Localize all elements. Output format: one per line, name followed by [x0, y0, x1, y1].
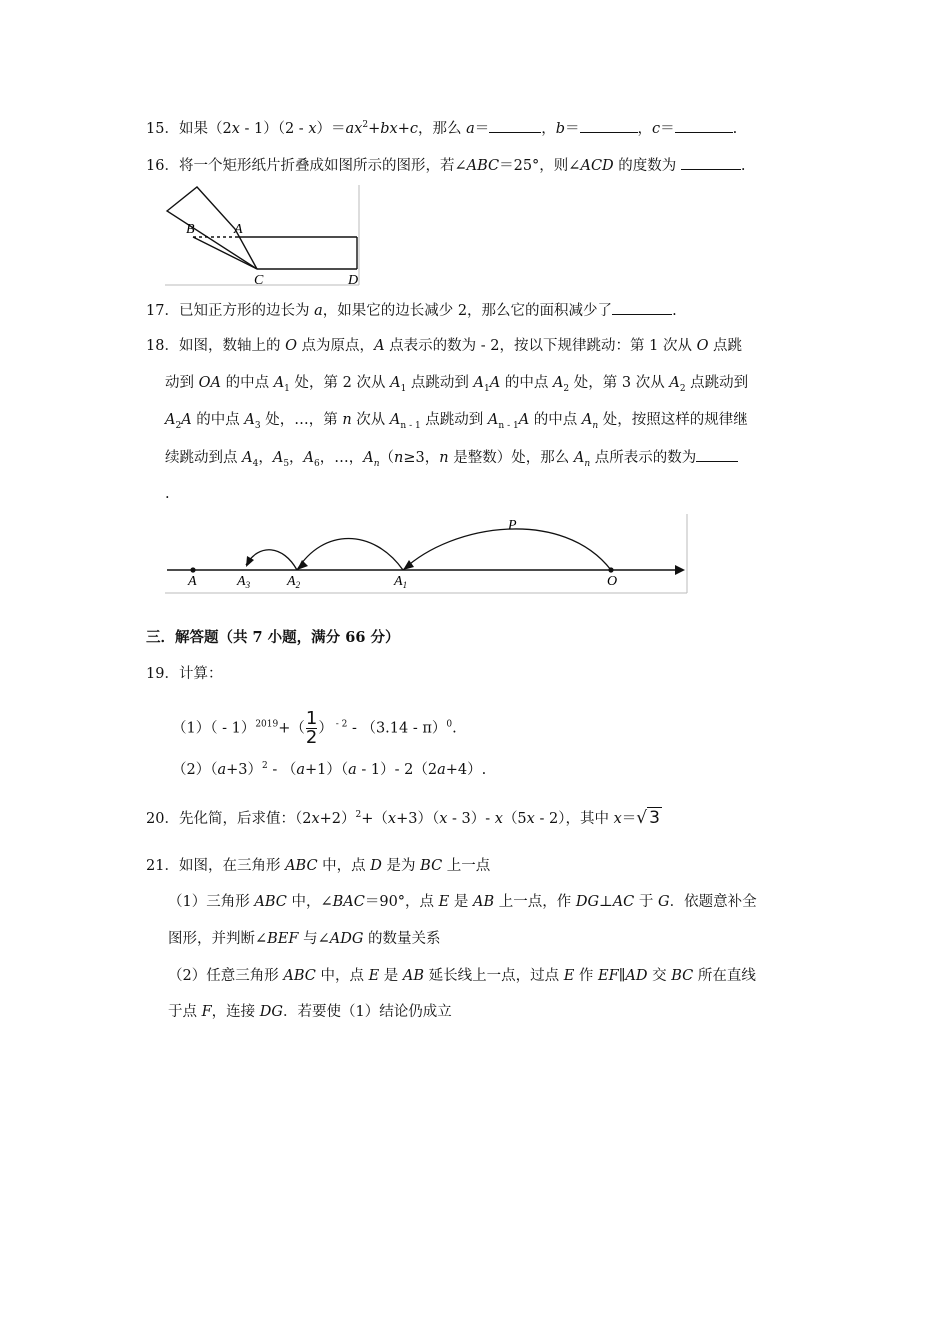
q15-line: 15．如果$(2x - 1)(2 - x)=ax^2+bx+c$，那么 a＝ ，b＝ ，c＝ . — [146, 118, 737, 139]
q20-sqrt: √ 3 — [636, 808, 660, 828]
q15-blank-b[interactable] — [580, 118, 638, 133]
q16-blank[interactable] — [681, 155, 741, 170]
q16-line: 16．将一个矩形纸片折叠成如图所示的图形，若∠ABC＝25°，则∠ACD 的度数为 . — [146, 155, 746, 176]
q20-line: 20．先化简，后求值：$(2x+2)^2+(x+3)(x - 3)-$ x（5x - 2），其中 x＝√ 3 — [146, 808, 660, 828]
q16-label-d: D — [348, 273, 359, 287]
q21-part-1-line-1: （1）三角形 ABC 中，∠BAC＝90°，点 E 是 AB 上一点，作 DG⊥AC 于 G．依题意补全 — [168, 894, 757, 910]
q19-fraction: $\frac{1}{2}$ — [305, 708, 318, 748]
q18-label-o: O — [607, 574, 618, 589]
q18-blank[interactable] — [696, 447, 738, 462]
q16-fold-figure — [163, 183, 363, 287]
q15-blank-c[interactable] — [675, 118, 733, 133]
q21-number: 21． — [146, 858, 179, 874]
q21-part-2-line-1: （2）任意三角形 ABC 中，点 E 是 AB 延长线上一点，过点 E 作 EF∥AD 交 BC 所在直线 — [168, 968, 756, 984]
q18-number: 18． — [146, 338, 179, 354]
q16-label-b: B — [186, 222, 195, 237]
q18-label-a3: $A_3$ — [237, 574, 251, 590]
q19-number: 19． — [146, 666, 179, 682]
q19-part-2: $(2)(a+3)^2 - (a+1)(a - 1)-$ 2（2a+4）. — [172, 761, 487, 778]
q18-line-1: 18．如图，数轴上的 O 点为原点，A 点表示的数为 - 2，按以下规律跳动：第 1 次从 O 点跳 — [146, 338, 743, 354]
q19-line: 19．计算： — [146, 666, 223, 682]
q20-number: 20． — [146, 811, 179, 827]
q15-number: 15． — [146, 121, 179, 137]
q18-number-line-figure — [163, 513, 691, 595]
q17-line: 17．已知正方形的边长为 a，如果它的边长减少 2，那么它的面积减少了 . — [146, 300, 677, 321]
q18-line-4: 续跳动到点 $A_4$，$A_5$，$A_6$，…，$A_n(n\ge 3$，n 是整数）处，那么 $A_n$ 点所表示的数为 — [165, 447, 738, 468]
q17-blank[interactable] — [612, 300, 672, 315]
q21-line-1: 21．如图，在三角形 ABC 中，点 D 是为 BC 上一点 — [146, 858, 491, 874]
q18-line-2: 动到 OA 的中点 $A_1$ 处，第 2 次从 $A_1$ 点跳动到 $A_1A$ 的中点 $A_2$ 处，第 3 次从 $A_2$ 点跳动到 — [165, 375, 749, 394]
q15-blank-a[interactable] — [489, 118, 541, 133]
q16-label-c: C — [254, 273, 264, 287]
q21-part-2-line-2: 于点 F，连接 DG．若要使（1）结论仍成立 — [168, 1004, 452, 1020]
q18-label-a2: $A_2$ — [287, 574, 301, 590]
q18-label-a1: $A_1$ — [394, 574, 408, 590]
q18-line-3: $A_2A$ 的中点 $A_3$ 处，…，第 n 次从 $A_{n - 1}$ 点跳动到 $A_{n - 1}A$ 的中点 $A_n$ 处，按照这样的规律继 — [165, 412, 748, 431]
q18-label-a: A — [188, 574, 197, 589]
q18-line-5: . — [165, 486, 170, 502]
q16-number: 16． — [146, 158, 179, 174]
q17-number: 17． — [146, 303, 179, 319]
q21-part-1-line-2: 图形，并判断∠BEF 与∠ADG 的数量关系 — [168, 931, 441, 947]
section-3-heading: 三．解答题（共 7 小题，满分 66 分） — [146, 629, 400, 646]
q18-label-p: P — [508, 518, 517, 533]
q16-label-a: A — [234, 222, 243, 237]
q19-part-1: （1）（ - 1）$^{2019}$+（ $\frac{1}{2}$ ） $^{- 2}$ - （3.14 - π）$^0$. — [172, 708, 457, 748]
